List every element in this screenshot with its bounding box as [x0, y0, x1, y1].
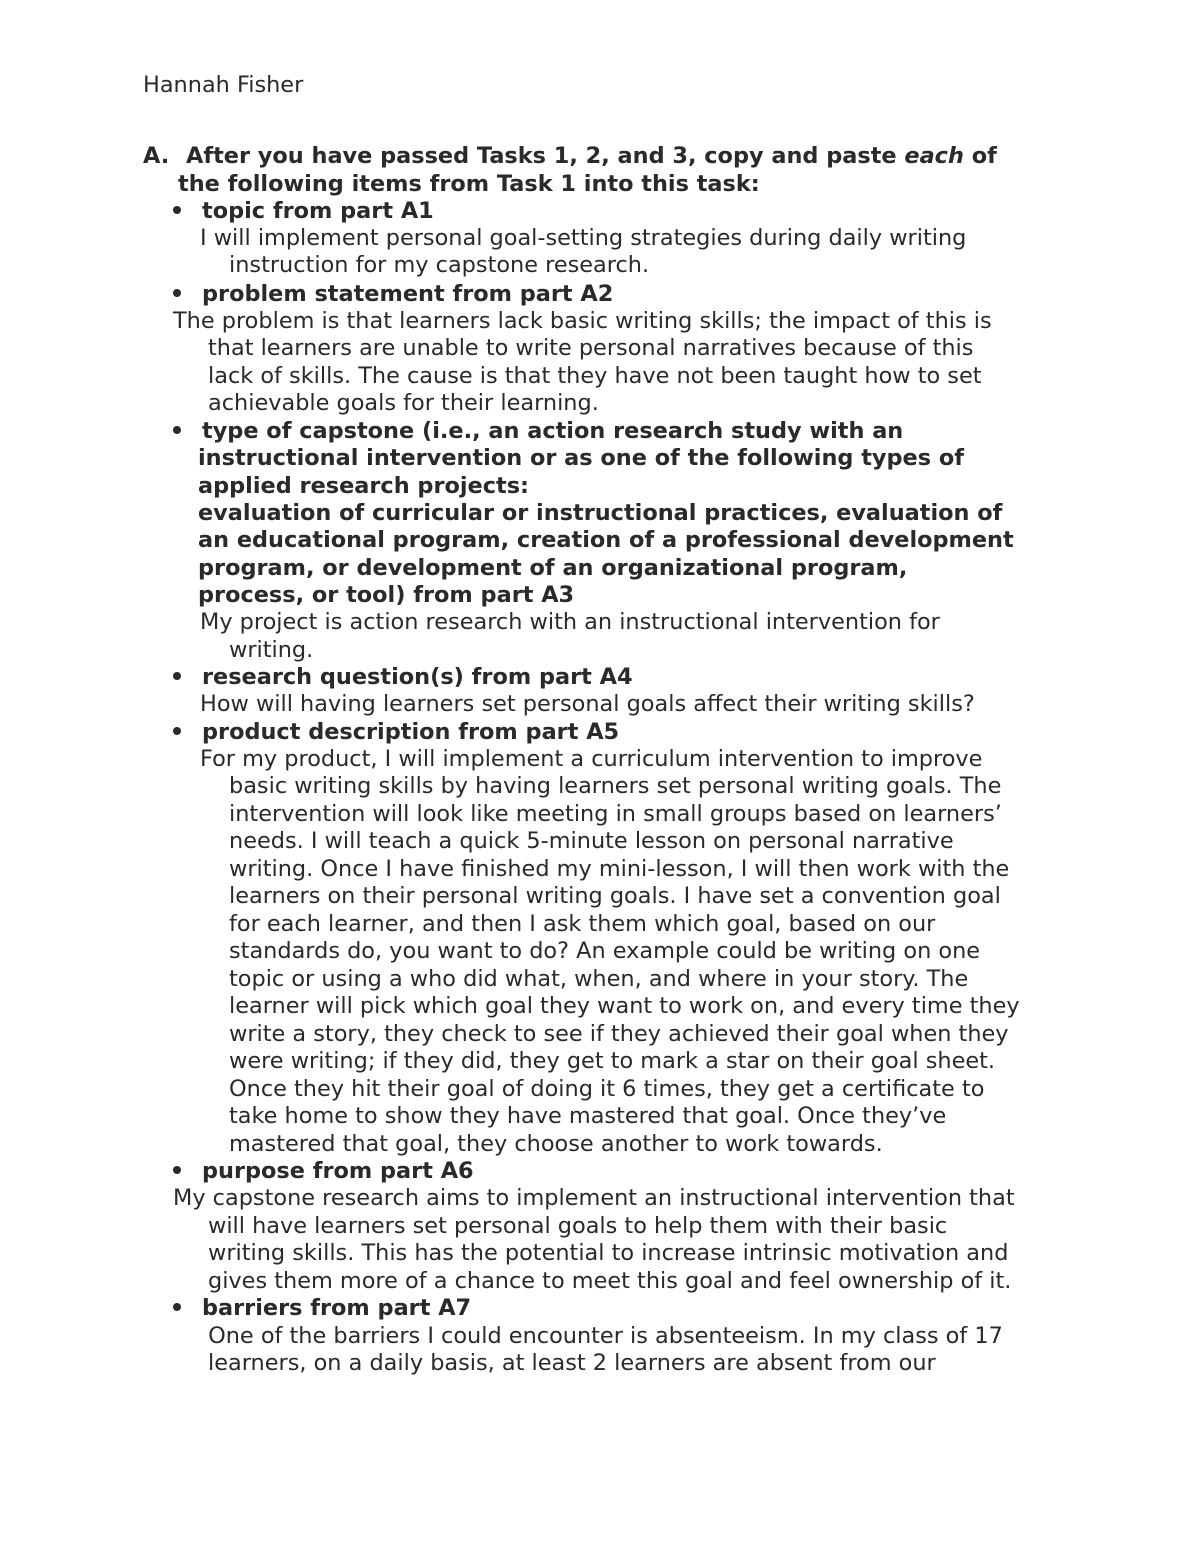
- bullet-icon: [173, 1303, 181, 1311]
- item-body-product-description: for each learner, and then I ask them which goal, based on our: [229, 911, 936, 937]
- bullet-icon: [173, 426, 181, 434]
- item-body-product-description: basic writing skills by having learners set personal writing goals. The: [229, 773, 1002, 799]
- item-label-problem-statement: problem statement from part A2: [202, 281, 614, 307]
- item-body-product-description: intervention will look like meeting in small groups based on learners’: [229, 801, 1002, 827]
- item-body-purpose: will have learners set personal goals to help them with their basic: [208, 1213, 948, 1239]
- item-body-barriers: One of the barriers I could encounter is absenteeism. In my class of 17: [201, 1323, 1003, 1349]
- item-body-product-description: mastered that goal, they choose another to work towards.: [229, 1131, 883, 1157]
- item-body-product-description: For my product, I will implement a curriculum intervention to improve: [200, 746, 983, 772]
- item-body-product-description: were writing; if they did, they get to mark a star on their goal sheet.: [229, 1048, 996, 1074]
- item-body-problem-statement: The problem is that learners lack basic writing skills; the impact of this is: [173, 308, 992, 334]
- item-body-product-description: Once they hit their goal of doing it 6 times, they get a certificate to: [229, 1076, 985, 1102]
- heading-text-part-1: After you have passed Tasks 1, 2, and 3, copy and paste: [186, 143, 905, 169]
- item-body-product-description: write a story, they check to see if they achieved their goal when they: [229, 1021, 1009, 1047]
- heading-text-part-2: of: [963, 143, 997, 169]
- item-body-topic: I will implement personal goal-setting strategies during daily writing: [200, 225, 967, 251]
- item-label-research-question: research question(s) from part A4: [202, 664, 633, 690]
- item-label-capstone-type: an educational program, creation of a professional development: [198, 527, 1014, 553]
- item-label-capstone-type: type of capstone (i.e., an action research study with an: [202, 418, 904, 444]
- bullet-icon: [173, 672, 181, 680]
- section-marker: A.: [143, 143, 170, 169]
- item-body-topic: instruction for my capstone research.: [229, 252, 650, 278]
- item-body-problem-statement: that learners are unable to write personal narratives because of this: [208, 335, 974, 361]
- item-label-capstone-type: process, or tool) from part A3: [198, 582, 575, 608]
- item-label-barriers: barriers from part A7: [202, 1295, 472, 1321]
- item-body-product-description: needs. I will teach a quick 5-minute lesson on personal narrative: [229, 828, 954, 854]
- item-body-capstone-type: writing.: [229, 637, 314, 663]
- item-body-product-description: learner will pick which goal they want to work on, and every time they: [229, 993, 1020, 1019]
- section-heading-line-1: [186, 143, 997, 170]
- item-body-product-description: writing. Once I have finished my mini-lesson, I will then work with the: [229, 856, 1010, 882]
- section-heading-line-2: the following items from Task 1 into this task:: [178, 171, 760, 197]
- item-body-product-description: standards do, you want to do? An example could be writing on one: [229, 938, 981, 964]
- item-label-capstone-type: applied research projects:: [198, 473, 529, 499]
- item-body-research-question: How will having learners set personal goals affect their writing skills?: [200, 691, 975, 717]
- heading-emphasis: each: [904, 143, 964, 169]
- item-label-purpose: purpose from part A6: [202, 1158, 474, 1184]
- item-body-problem-statement: lack of skills. The cause is that they have not been taught how to set: [208, 363, 982, 389]
- item-body-purpose: writing skills. This has the potential to increase intrinsic motivation and: [208, 1240, 1009, 1266]
- bullet-icon: [173, 206, 181, 214]
- item-label-topic: topic from part A1: [202, 198, 434, 224]
- item-body-product-description: take home to show they have mastered that goal. Once they’ve: [229, 1103, 947, 1129]
- item-body-purpose: My capstone research aims to implement an instructional intervention that: [173, 1185, 1015, 1211]
- item-body-capstone-type: My project is action research with an instructional intervention for: [200, 609, 940, 635]
- item-label-capstone-type: instructional intervention or as one of the following types of: [198, 445, 964, 471]
- bullet-icon: [173, 727, 181, 735]
- item-label-capstone-type: evaluation of curricular or instructional practices, evaluation of: [198, 500, 1003, 526]
- author-name: Hannah Fisher: [143, 72, 304, 98]
- item-body-barriers: learners, on a daily basis, at least 2 learners are absent from our: [208, 1350, 936, 1376]
- item-body-product-description: learners on their personal writing goals. I have set a convention goal: [229, 883, 1001, 909]
- item-body-purpose: gives them more of a chance to meet this goal and feel ownership of it.: [208, 1268, 1012, 1294]
- bullet-icon: [173, 1166, 181, 1174]
- item-body-problem-statement: achievable goals for their learning.: [208, 390, 599, 416]
- item-label-capstone-type: program, or development of an organizational program,: [198, 555, 908, 581]
- bullet-icon: [173, 289, 181, 297]
- item-label-product-description: product description from part A5: [202, 719, 620, 745]
- item-body-product-description: topic or using a who did what, when, and where in your story. The: [229, 966, 969, 992]
